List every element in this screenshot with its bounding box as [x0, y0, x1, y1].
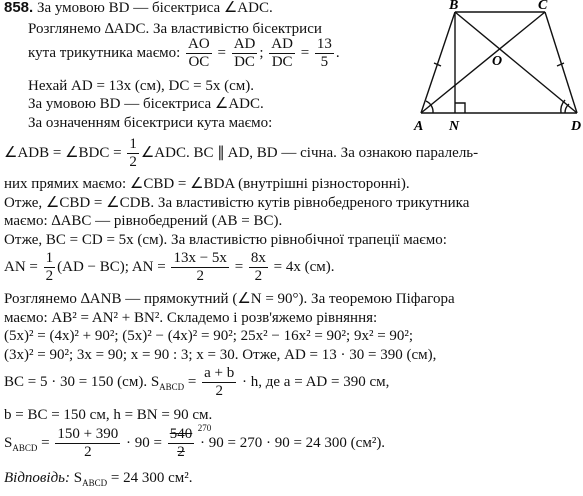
fraction-a-plus-b: $\frac{a + b}{2}$: [204, 365, 235, 399]
fraction-ao-oc: $\frac{AO}{OC}$: [188, 36, 210, 70]
line3-prefix: кута трикутника маємо:: [28, 44, 181, 61]
line-14: маємо: AB² = AN² + BN². Складемо і розв'яжемо рівняння:: [4, 310, 378, 326]
fraction-half-2: $\frac{1}{2}$: [45, 250, 54, 284]
line-17: BC = 5 · 30 = 150 (см). $S_{ABCD}$ = $\frac{a + b}{2}$ · h, де a = AD = 390 см,: [4, 365, 390, 399]
line-15: (5x)² = (4x)² + 90²; (5x)² − (4x)² = 90²; 25x² − 16x² = 90²; 9x² = 90²;: [4, 328, 414, 344]
side-cd: [545, 12, 577, 113]
line-10: маємо: ∆ABC — рівнобедрений (AB = BC).: [4, 213, 283, 229]
fraction-13-5: $\frac{13}{5}$: [316, 36, 332, 70]
fraction-8x: $\frac{8x}{2}$: [250, 250, 266, 284]
line-8: них прямих маємо: ∠CBD = ∠BDA (внутрішні різносторонні).: [4, 176, 410, 192]
answer-label: Відповідь:: [4, 470, 71, 486]
line-4: Нехай AD = 13x (см), DC = 5x (см).: [28, 78, 254, 94]
line-3: кута трикутника маємо: $\frac{AO}{OC}$ = $\frac{AD}{DC}$ ; $\frac{AD}{DC}$ = $\frac{13}{5}$ .: [28, 36, 340, 70]
line-12: AN = $\frac{1}{2}$ (AD − BC); AN = $\frac{13x - 5x}{2}$ = $\frac{8x}{2}$ = 4x (см).: [4, 250, 335, 284]
line-7: ∠ADB = ∠BDC = $\frac{1}{2}$ ∠ADC. BC ∥ AD, BD — січна. За ознакою паралель-: [4, 136, 479, 170]
line-2: Розглянемо ∆ADC. За властивістю бісектриси: [28, 21, 322, 37]
fraction-ad-dc: $\frac{AD}{DC}$: [233, 36, 256, 70]
angle-arc-a: [426, 101, 433, 113]
fraction-540: 540 270 2: [168, 426, 195, 461]
label-d: D: [571, 119, 582, 134]
fraction-ad-dc-2: $\frac{AD}{DC}$: [271, 36, 293, 70]
line-9: Отже, ∠CBD = ∠CDB. За властивістю кутів рівнобедреного трикутника: [4, 195, 470, 211]
side-ab: [421, 12, 455, 113]
diagonal-bd: [455, 12, 577, 113]
line-18: b = BC = 150 см, h = BN = 90 см.: [4, 407, 213, 423]
line1-text: За умовою BD — бісектриса ∠ADC.: [36, 0, 273, 16]
fraction-half: $\frac{1}{2}$: [129, 136, 137, 170]
line-1: [4, 0, 273, 17]
line-19: $S_{ABCD}$ = $\frac{150 + 390}{2}$ · 90 = 540 270 2 · 90 = 270 · 90 = 24 300 (см²).: [4, 426, 385, 461]
line-11: Отже, BC = CD = 5x (см). За властивістю рівнобічної трапеції маємо:: [4, 232, 447, 248]
line-answer: Відповідь: $S_{ABCD} = 24$ 300 см².: [4, 470, 193, 488]
cancel-270: 270: [197, 423, 212, 433]
tick-ab: [434, 63, 441, 66]
angle-arc-d-1: [565, 104, 569, 113]
fraction-an: $\frac{13x - 5x}{2}$: [173, 250, 227, 284]
label-c: C: [538, 0, 548, 13]
tick-cd: [557, 63, 564, 66]
label-b: B: [449, 0, 459, 13]
label-a: A: [414, 119, 424, 134]
line-6: За означенням бісектриси кута маємо:: [28, 115, 273, 131]
line-16: (3x)² = 90²; 3x = 90; x = 90 : 3; x = 30. Отже, AD = 13 · 30 = 390 (см),: [4, 347, 437, 363]
right-angle-mark: [455, 103, 465, 113]
diagonal-ac: [421, 12, 545, 113]
label-n: N: [449, 119, 460, 134]
line-5: За умовою BD — бісектриса ∠ADC.: [28, 96, 264, 112]
problem-number: 858.: [4, 0, 34, 16]
line-13: Розглянемо ∆ANB — прямокутний (∠N = 90°). За теоремою Піфагора: [4, 291, 455, 307]
fraction-sum: $\frac{150 + 390}{2}$: [57, 426, 119, 460]
angle-arc-d-2: [561, 100, 565, 113]
label-o: O: [492, 54, 503, 69]
